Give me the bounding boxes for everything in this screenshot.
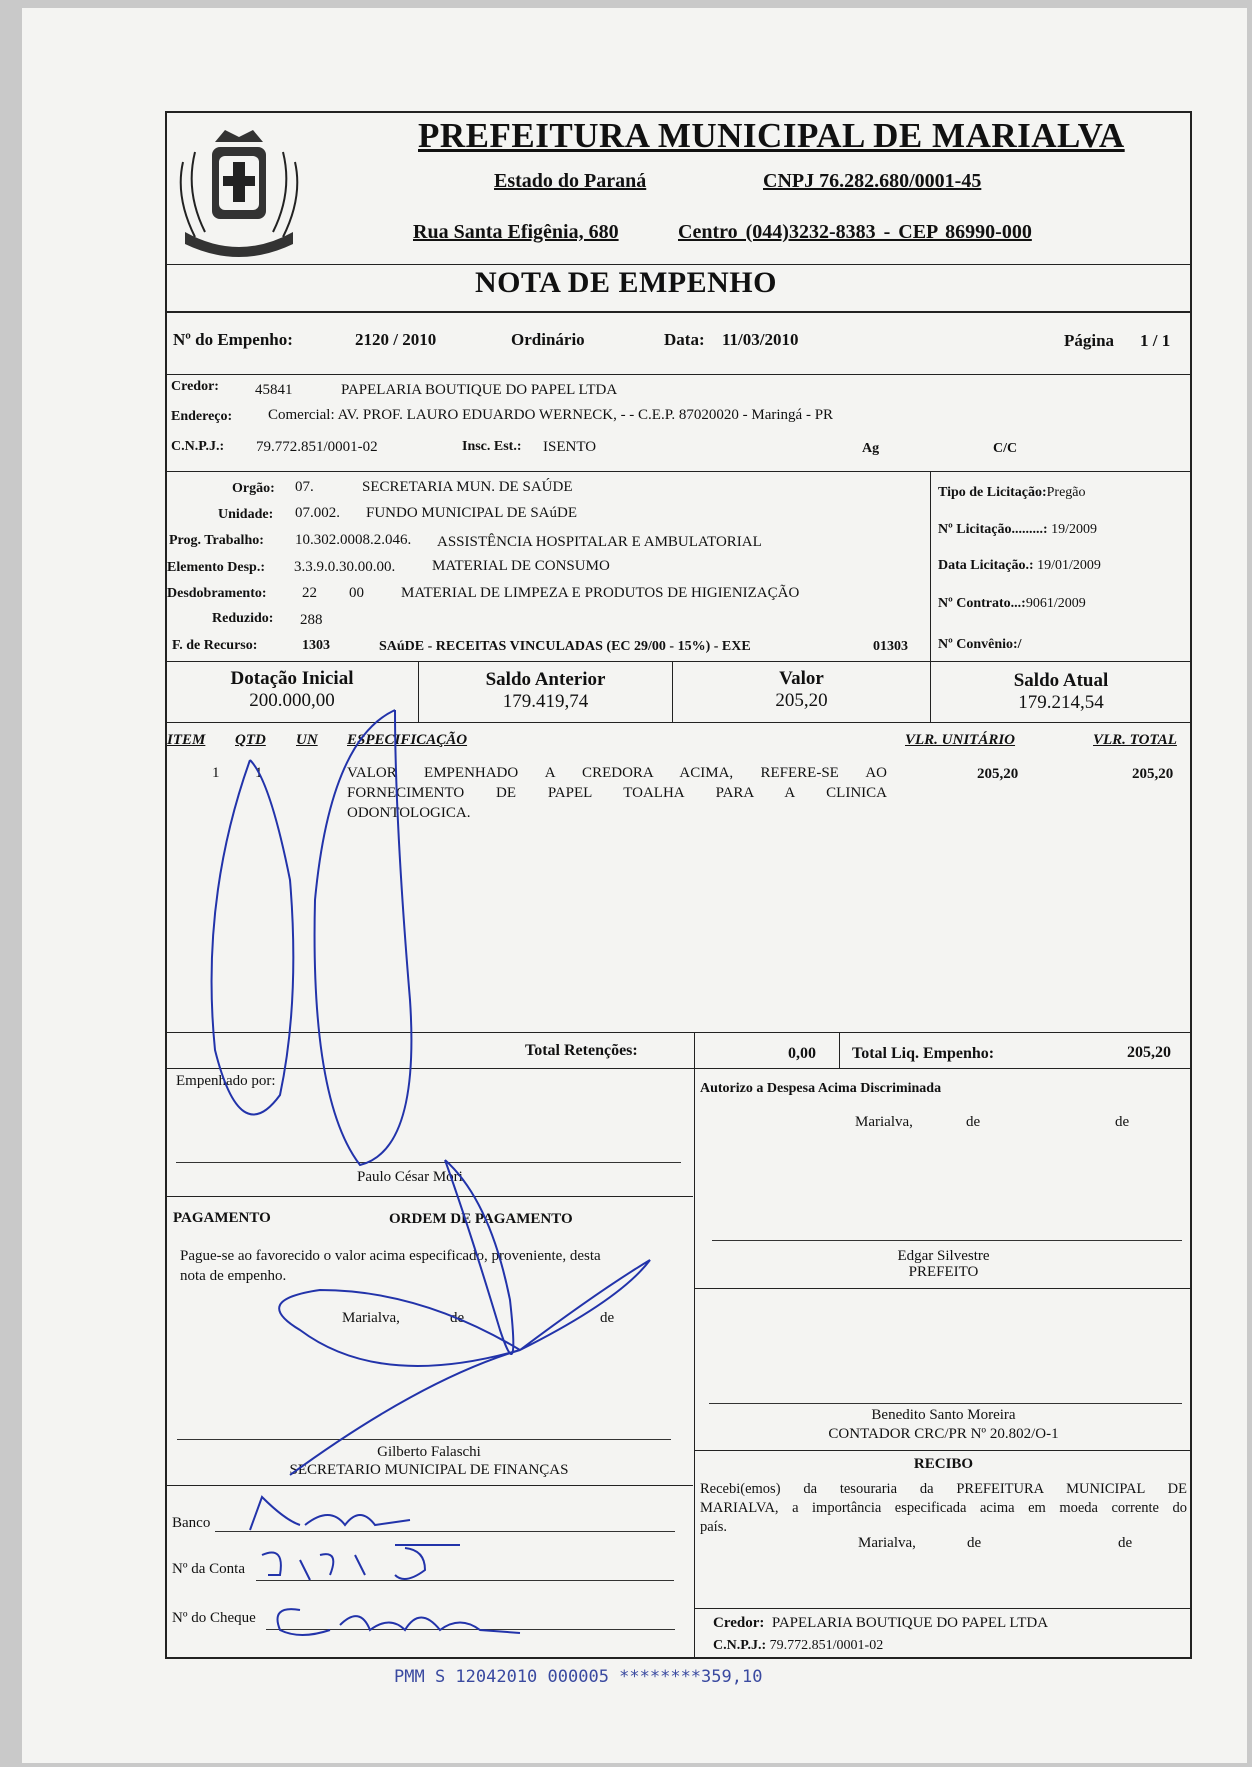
item-desc-line1: VALOR EMPENHADO A CREDORA ACIMA, REFERE-SE AO (347, 765, 887, 781)
empenho-number: 2120 / 2010 (355, 330, 437, 349)
recibo-cnpj: C.N.P.J.: 79.772.851/0001-02 (713, 1638, 884, 1653)
header-title: PREFEITURA MUNICIPAL DE MARIALVA (418, 116, 1125, 155)
prog-label: Prog. Trabalho: (169, 533, 264, 548)
prog-code: 10.302.0008.2.046. (295, 532, 412, 548)
empenhado-label: Empenhado por: (176, 1073, 276, 1089)
orgao-code: 07. (295, 479, 314, 495)
doc-title: NOTA DE EMPENHO (475, 266, 777, 299)
valor-box: Valor 205,20 (775, 668, 828, 711)
credor-address: Comercial: AV. PROF. LAURO EDUARDO WERNECK, - - C.E.P. 87020020 - Maringá - PR (268, 407, 834, 423)
pagamento-text2: nota de empenho. (180, 1268, 287, 1284)
dotacao-box: Dotação Inicial 200.000,00 (230, 668, 354, 711)
insc-label: Insc. Est.: (462, 439, 522, 454)
conta-label: Nº da Conta (172, 1561, 245, 1577)
empenho-date: 11/03/2010 (722, 330, 799, 349)
col-item: ITEM (167, 732, 206, 748)
desd-a: 22 (302, 585, 317, 601)
item-total-value: 205,20 (1132, 766, 1174, 782)
empenho-date-label: Data: (664, 330, 705, 349)
credor-code: 45841 (255, 382, 293, 398)
credor-label: Credor: (171, 379, 219, 394)
payment-stamp: PMM S 12042010 000005 ********359,10 (394, 1667, 763, 1687)
retencoes-value: 0,00 (788, 1045, 816, 1062)
banco-label: Banco (172, 1515, 211, 1531)
credor-name: PAPELARIA BOUTIQUE DO PAPEL LTDA (341, 382, 618, 398)
autorizo-de2: de (1115, 1114, 1130, 1130)
item-number: 1 (212, 765, 220, 781)
empenho-type: Ordinário (511, 330, 585, 349)
signature-gilberto (279, 1260, 650, 1475)
item-qtd: 1 (255, 765, 263, 781)
recurso-label: F. de Recurso: (172, 638, 258, 653)
recibo-label: RECIBO (913, 1456, 974, 1472)
item-desc-line2: FORNECIMENTO DE PAPEL TOALHA PARA A CLINICA (347, 785, 887, 801)
credor-insc: ISENTO (543, 439, 597, 455)
reduzido-label: Reduzido: (212, 611, 274, 626)
saldo-anterior-box: Saldo Anterior 179.419,74 (485, 669, 606, 712)
pagamento-place: Marialva, (342, 1310, 400, 1326)
autorizo-place: Marialva, (855, 1114, 913, 1130)
retencoes-label: Total Retenções: (525, 1042, 638, 1059)
unidade-label: Unidade: (218, 507, 274, 522)
signature-loop-right (315, 710, 412, 1165)
autorizo-de1: de (966, 1114, 981, 1130)
conta-handwriting (262, 1545, 460, 1580)
elem-name: MATERIAL DE CONSUMO (432, 558, 610, 574)
col-qtd: QTD (235, 732, 266, 748)
address-label: Endereço: (171, 409, 233, 424)
header-address: Rua Santa Efigênia, 680 (413, 221, 619, 243)
numero-convenio: Nº Convênio:/ (938, 637, 1022, 652)
unidade-code: 07.002. (295, 505, 340, 521)
pagamento-label: PAGAMENTO (173, 1210, 271, 1226)
recurso-code: 1303 (302, 638, 330, 653)
recibo-de2: de (1118, 1535, 1133, 1551)
orgao-name: SECRETARIA MUN. DE SAÚDE (362, 479, 573, 495)
pagamento-text1: Pague-se ao favorecido o valor acima especificado, proveniente, desta (180, 1248, 601, 1264)
item-desc-line3: ODONTOLOGICA. (347, 805, 471, 821)
recurso-name: SAúDE - RECEITAS VINCULADAS (EC 29/00 - 15%) - EXE (379, 639, 751, 654)
pagamento-de1: de (450, 1310, 465, 1326)
numero-licitacao: Nº Licitação.........: 19/2009 (938, 522, 1097, 537)
signature-loop-left (212, 760, 294, 1115)
signature-paulo (445, 1160, 513, 1354)
desd-label: Desdobramento: (167, 586, 267, 601)
credor-cnpj: 79.772.851/0001-02 (256, 439, 378, 455)
elem-label: Elemento Desp.: (167, 560, 265, 575)
numero-contrato: Nº Contrato...:9061/2009 (938, 596, 1086, 611)
header-cnpj: CNPJ 76.282.680/0001-45 (763, 170, 982, 192)
recibo-credor: Credor: PAPELARIA BOUTIQUE DO PAPEL LTDA (713, 1615, 1049, 1631)
cheque-label: Nº do Cheque (172, 1610, 256, 1626)
cc-label: C/C (993, 441, 1018, 456)
saldo-atual-box: Saldo Atual 179.214,54 (1013, 670, 1109, 713)
recibo-place: Marialva, (858, 1535, 916, 1551)
desd-b: 00 (349, 585, 364, 601)
header-district-phone: Centro (044)3232-8383 - CEP 86990-000 (678, 221, 1032, 243)
autorizo-label: Autorizo a Despesa Acima Discriminada (700, 1081, 942, 1096)
col-vlr-total: VLR. TOTAL (1093, 732, 1177, 748)
secretario-signature: Gilberto Falaschi SECRETARIO MUNICIPAL DE FINANÇAS (289, 1444, 569, 1478)
tipo-licitacao: Tipo de Licitação:Pregão (938, 485, 1086, 500)
data-licitacao: Data Licitação.: 19/01/2009 (938, 558, 1101, 573)
ag-label: Ag (862, 441, 880, 456)
recibo-text: Recebi(emos) da tesouraria da PREFEITURA MUNICIPAL DE MARIALVA, a importância especificada acima em moeda corrente do país. (700, 1481, 1187, 1535)
ordem-pagamento-label: ORDEM DE PAGAMENTO (389, 1211, 573, 1227)
cheque-handwriting (278, 1609, 521, 1635)
item-unit-value: 205,20 (977, 766, 1019, 782)
desd-name: MATERIAL DE LIMPEZA E PRODUTOS DE HIGIENIZAÇÃO (401, 585, 800, 601)
unidade-name: FUNDO MUNICIPAL DE SAúDE (366, 505, 577, 521)
liquido-label: Total Liq. Empenho: (852, 1045, 995, 1062)
col-especificacao: ESPECIFICAÇÃO (347, 732, 468, 748)
orgao-label: Orgão: (232, 481, 275, 496)
header-state: Estado do Paraná (494, 170, 647, 192)
reduzido-code: 288 (300, 612, 323, 628)
page-label: Página (1064, 331, 1115, 350)
cnpj-label: C.N.P.J.: (171, 439, 225, 454)
prefeito-signature: Edgar Silvestre PREFEITO (897, 1248, 990, 1280)
banco-handwriting (250, 1497, 410, 1530)
empenhado-name: Paulo César Mori (357, 1169, 463, 1185)
pagamento-de2: de (600, 1310, 615, 1326)
recibo-de1: de (967, 1535, 982, 1551)
liquido-value: 205,20 (1127, 1044, 1171, 1061)
prog-name: ASSISTÊNCIA HOSPITALAR E AMBULATORIAL (437, 534, 762, 550)
page-number: 1 / 1 (1140, 331, 1171, 350)
contador-signature: Benedito Santo Moreira CONTADOR CRC/PR Nº 20.802/O-1 (828, 1407, 1059, 1442)
elem-code: 3.3.9.0.30.00.00. (294, 559, 396, 575)
empenho-label: Nº do Empenho: (173, 330, 293, 349)
recurso-code2: 01303 (873, 639, 908, 654)
col-un: UN (296, 732, 318, 748)
col-vlr-unitario: VLR. UNITÁRIO (905, 732, 1016, 748)
